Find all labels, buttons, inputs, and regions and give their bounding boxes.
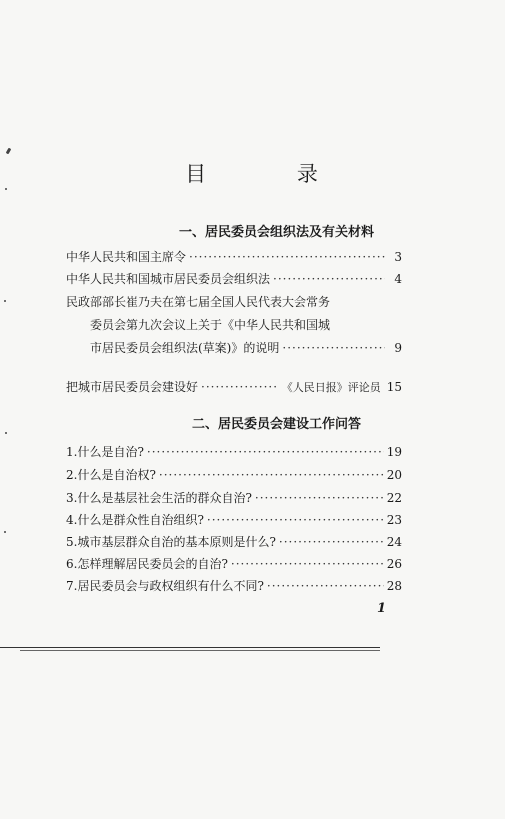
page-number: 26	[386, 557, 402, 571]
entry-title: 7.居民委员会与政权组织有什么不同?	[66, 579, 264, 593]
scan-speck	[6, 148, 12, 155]
scan-speck	[5, 432, 7, 434]
toc-entry[interactable]	[66, 512, 402, 528]
leader-dots	[201, 379, 279, 395]
page-number: 3	[394, 250, 402, 264]
entry-source: 《人民日报》评论员	[281, 381, 381, 394]
toc-entry[interactable]	[66, 467, 402, 483]
entry-title-line-1[interactable]: 民政部部长崔乃夫在第七届全国人民代表大会常务	[66, 295, 331, 309]
toc-entry[interactable]	[66, 556, 402, 572]
toc-entry[interactable]	[66, 444, 402, 460]
page-number: 9	[394, 341, 402, 355]
section-heading-1: 一、居民委员会组织法及有关材料	[178, 225, 374, 240]
page-number: 15	[386, 380, 402, 394]
scan-rule-top	[0, 647, 380, 648]
page-title: 目 录	[185, 162, 360, 186]
entry-title: 中华人民共和国城市居民委员会组织法	[66, 272, 271, 286]
leader-dots	[279, 534, 384, 550]
scan-rule-bottom	[20, 650, 380, 651]
leader-dots	[147, 444, 384, 460]
leader-dots	[231, 556, 384, 572]
leader-dots	[159, 467, 384, 483]
leader-dots	[282, 340, 385, 356]
page-number: 20	[386, 468, 402, 482]
leader-dots	[189, 249, 385, 265]
leader-dots	[267, 578, 384, 594]
page-number: 19	[386, 445, 402, 459]
folio-page-number: 1	[377, 601, 387, 616]
leader-dots	[273, 271, 385, 287]
entry-title: 1.什么是自治?	[66, 445, 144, 459]
toc-entry[interactable]	[90, 340, 402, 356]
entry-title-line-3: 市居民委员会组织法(草案)》的说明	[90, 341, 280, 355]
toc-entry[interactable]	[66, 379, 402, 396]
entry-title: 3.什么是基层社会生活的群众自治?	[66, 491, 252, 505]
entry-title: 5.城市基层群众自治的基本原则是什么?	[66, 535, 276, 549]
scan-speck	[5, 188, 7, 190]
entry-title: 把城市居民委员会建设好	[66, 380, 199, 394]
entry-title: 6.怎样理解居民委员会的自治?	[66, 557, 228, 571]
leader-dots	[207, 512, 384, 528]
section-heading-2: 二、居民委员会建设工作问答	[191, 417, 361, 432]
toc-entry[interactable]	[66, 534, 402, 550]
toc-entry[interactable]	[66, 271, 402, 287]
page-number: 28	[386, 579, 402, 593]
entry-title: 中华人民共和国主席令	[66, 250, 187, 264]
leader-dots	[255, 490, 384, 506]
page-number: 22	[386, 491, 402, 505]
scan-speck	[4, 531, 6, 533]
entry-title-line-2[interactable]: 委员会第九次会议上关于《中华人民共和国城	[90, 318, 331, 332]
entry-title: 2.什么是自治权?	[66, 468, 156, 482]
toc-entry[interactable]	[66, 249, 402, 265]
scan-speck	[4, 300, 6, 302]
toc-entry[interactable]	[66, 490, 402, 506]
page-number: 4	[394, 272, 402, 286]
entry-title: 4.什么是群众性自治组织?	[66, 513, 204, 527]
page-number: 23	[386, 513, 402, 527]
toc-entry[interactable]	[66, 578, 402, 594]
page-number: 24	[386, 535, 402, 549]
